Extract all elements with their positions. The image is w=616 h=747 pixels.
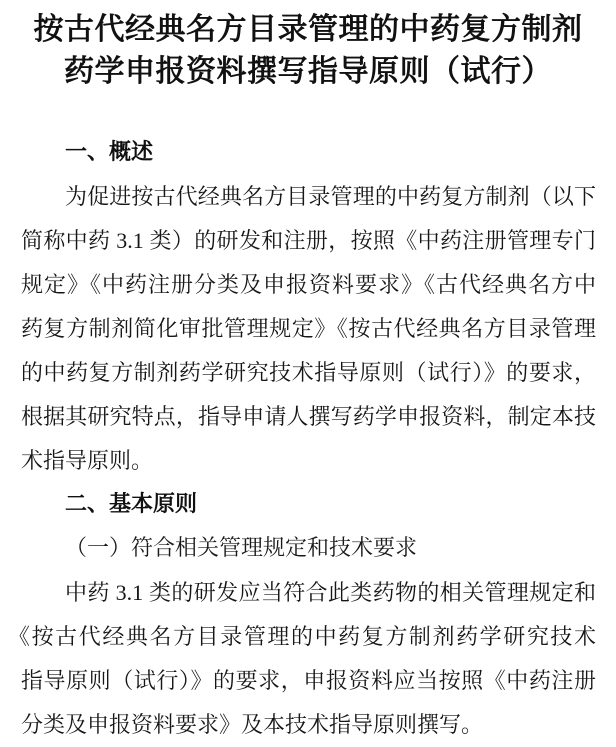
paragraph-line: 中药 3.1 类的研发应当符合此类药物的相关管理规定和 [65, 580, 596, 605]
title-line-1: 按古代经典名方目录管理的中药复方制剂 [33, 13, 583, 46]
paragraph-line: 《按古代经典名方目录管理的中药复方制剂药学研究技术 [8, 624, 596, 649]
paragraph-line: 规定》《中药注册分类及申报资料要求》《古代经典名方中 [21, 272, 596, 297]
paragraph-line: 简称中药 3.1 类）的研发和注册，按照《中药注册管理专门 [21, 228, 596, 253]
document-body [8, 131, 596, 747]
paragraph-line: 为促进按古代经典名方目录管理的中药复方制剂（以下 [65, 184, 596, 209]
paragraph-line: 的中药复方制剂药学研究技术指导原则（试行）》的要求， [21, 360, 596, 385]
paragraph-line: 根据其研究特点，指导申请人撰写药学申报资料，制定本技 [21, 404, 596, 429]
section-heading: 一、概述 [65, 140, 154, 165]
paragraph-line: 药复方制剂简化审批管理规定》《按古代经典名方目录管理 [21, 316, 596, 341]
section-heading: 二、基本原则 [65, 492, 198, 517]
paragraph-line: 分类及申报资料要求》及本技术指导原则撰写。 [21, 712, 484, 737]
paragraph-line: 术指导原则。 [21, 448, 154, 473]
document-title [0, 0, 616, 93]
section-subheading: （一）符合相关管理规定和技术要求 [65, 536, 418, 561]
paragraph-line: 指导原则（试行）》的要求，申报资料应当按照《中药注册 [21, 668, 596, 693]
title-line-2: 药学申报资料撰写指导原则（试行） [64, 55, 552, 88]
